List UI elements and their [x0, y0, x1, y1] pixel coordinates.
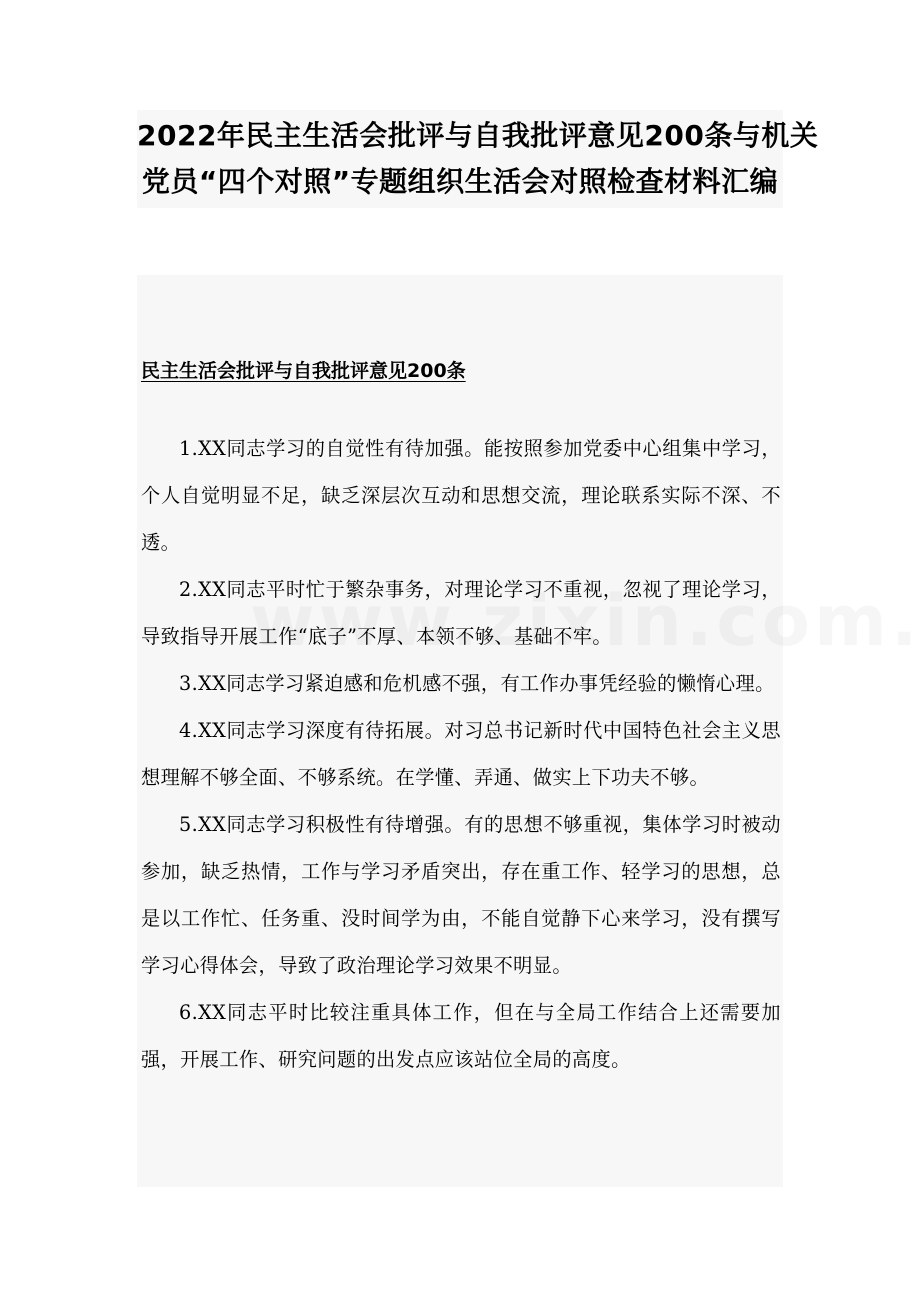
section-heading: 民主生活会批评与自我批评意见200条 — [141, 360, 466, 382]
paragraph-list — [141, 425, 781, 1083]
paragraph-2: 2.XX同志平时忙于繁杂事务，对理论学习不重视，忽视了理论学习，导致指导开展工作“底子”不厚、本领不够、基础不牢。 — [141, 578, 781, 648]
title-line-2: 党员“四个对照”专题组织生活会对照检查材料汇编 — [141, 165, 779, 198]
paragraph-3: 3.XX同志学习紧迫感和危机感不强，有工作办事凭经验的懒惰心理。 — [179, 672, 775, 695]
document-title — [137, 110, 819, 208]
paragraph-1: 1.XX同志学习的自觉性有待加强。能按照参加党委中心组集中学习，个人自觉明显不足，缺乏深层次互动和思想交流，理论联系实际不深、不透。 — [141, 437, 781, 554]
document-body — [137, 275, 783, 1187]
title-line-1: 2022年民主生活会批评与自我批评意见200条与机关 — [137, 119, 819, 152]
paragraph-6: 6.XX同志平时比较注重具体工作，但在与全局工作结合上还需要加强，开展工作、研究问题的出发点应该站位全局的高度。 — [141, 1001, 781, 1071]
paragraph-4: 4.XX同志学习深度有待拓展。对习总书记新时代中国特色社会主义思想理解不够全面、不够系统。在学懂、弄通、做实上下功夫不够。 — [141, 719, 781, 789]
paragraph-5: 5.XX同志学习积极性有待增强。有的思想不够重视，集体学习时被动参加，缺乏热情，工作与学习矛盾突出，存在重工作、轻学习的思想，总是以工作忙、任务重、没时间学为由，不能自觉静下心来学习，没有撰写学习心得体会，导致了政治理论学习效果不明显。 — [141, 813, 781, 977]
